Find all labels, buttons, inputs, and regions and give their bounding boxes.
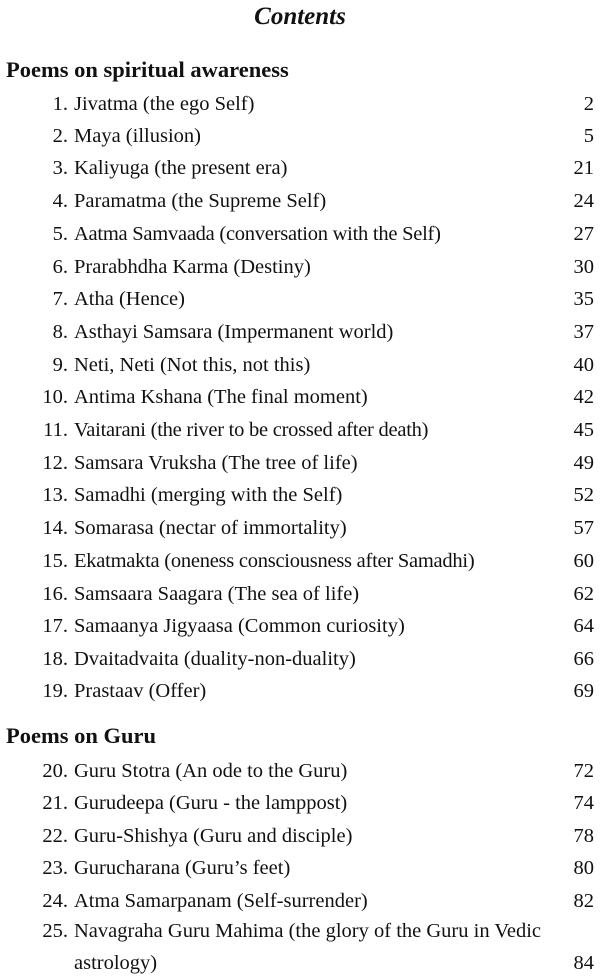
toc-entry[interactable] — [0, 88, 600, 120]
entry-page-number: 2 — [583, 93, 594, 115]
entry-number: 17. — [42, 615, 68, 637]
entry-number: 25. — [42, 920, 68, 942]
toc-entry[interactable] — [0, 381, 600, 413]
entry-page-number: 35 — [573, 288, 594, 310]
entry-page-number: 74 — [573, 792, 594, 814]
entry-number: 4. — [52, 190, 68, 212]
entry-title: Gurudeepa (Guru - the lamppost) — [74, 792, 348, 814]
entry-number: 14. — [42, 517, 68, 539]
entry-title: Atha (Hence) — [74, 288, 185, 310]
entry-page-number: 37 — [573, 321, 594, 343]
section-heading-spiritual-awareness: Poems on spiritual awareness — [6, 57, 289, 82]
entry-title: Samaanya Jigyaasa (Common curiosity) — [74, 615, 405, 637]
entry-number: 21. — [42, 792, 68, 814]
entry-page-number: 45 — [573, 419, 594, 441]
entry-title: Samsaara Saagara (The sea of life) — [74, 583, 360, 605]
entry-title: Kaliyuga (the present era) — [74, 157, 288, 179]
toc-entry[interactable] — [0, 545, 600, 577]
toc-entry[interactable] — [0, 787, 600, 819]
entry-title: Asthayi Samsara (Impermanent world) — [74, 321, 394, 343]
entry-title: Samadhi (merging with the Self) — [74, 484, 343, 506]
entry-number: 22. — [42, 825, 68, 847]
entry-title: Prastaav (Offer) — [74, 680, 207, 702]
toc-entry[interactable] — [0, 479, 600, 511]
toc-entry[interactable] — [0, 675, 600, 707]
entry-title: Aatma Samvaada (conversation with the Self) — [74, 223, 441, 245]
toc-entry[interactable] — [0, 643, 600, 675]
entry-number: 15. — [42, 550, 68, 572]
entry-page-number: 27 — [573, 223, 594, 245]
entry-number: 8. — [52, 321, 68, 343]
entry-page-number: 57 — [573, 517, 594, 539]
entry-number: 23. — [42, 857, 68, 879]
entry-number: 19. — [42, 680, 68, 702]
section-heading-guru: Poems on Guru — [6, 723, 157, 748]
toc-entry[interactable] — [0, 852, 600, 884]
entry-page-number: 42 — [573, 386, 594, 408]
entry-number: 1. — [52, 93, 68, 115]
entry-number: 2. — [52, 125, 68, 147]
entry-page-number: 30 — [573, 256, 594, 278]
toc-entry[interactable] — [0, 578, 600, 610]
entry-title: Guru-Shishya (Guru and disciple) — [74, 825, 353, 847]
toc-entry[interactable] — [0, 251, 600, 283]
toc-entry[interactable] — [0, 349, 600, 381]
entry-number: 13. — [42, 484, 68, 506]
entry-number: 7. — [52, 288, 68, 310]
entry-title: Navagraha Guru Mahima (the glory of the Guru in Vedic astrology) — [74, 920, 541, 974]
entry-number: 16. — [42, 583, 68, 605]
entry-number: 12. — [42, 452, 68, 474]
entry-title: Somarasa (nectar of immortality) — [74, 517, 347, 539]
entry-title: Antima Kshana (The final moment) — [74, 386, 368, 408]
page-title: Contents — [254, 3, 346, 30]
entry-page-number: 49 — [573, 452, 594, 474]
toc-entry[interactable] — [0, 218, 600, 250]
entry-page-number: 60 — [573, 550, 594, 572]
entry-number: 10. — [42, 386, 68, 408]
entry-page-number: 52 — [573, 484, 594, 506]
entry-title: Gurucharana (Guru’s feet) — [74, 857, 291, 879]
entry-number: 20. — [42, 760, 68, 782]
entry-page-number: 78 — [573, 825, 594, 847]
entry-page-number: 64 — [573, 615, 594, 637]
toc-entry[interactable] — [0, 447, 600, 479]
entry-title: Paramatma (the Supreme Self) — [74, 190, 327, 212]
entry-number: 11. — [43, 419, 68, 441]
entry-number: 3. — [52, 157, 68, 179]
toc-entry[interactable] — [0, 283, 600, 315]
toc-entry[interactable] — [0, 885, 600, 917]
toc-entry[interactable] — [0, 610, 600, 642]
entry-title: Dvaitadvaita (duality-non-duality) — [74, 648, 356, 670]
entry-title: Jivatma (the ego Self) — [74, 93, 255, 115]
entry-page-number: 24 — [573, 190, 594, 212]
toc-entry[interactable] — [0, 820, 600, 852]
entry-page-number: 21 — [573, 157, 594, 179]
entry-page-number: 62 — [573, 583, 594, 605]
entry-number: 9. — [52, 354, 68, 376]
entry-page-number: 84 — [573, 952, 594, 974]
entry-title: Ekatmakta (oneness consciousness after Samadhi) — [74, 550, 475, 572]
entry-title: Samsara Vruksha (The tree of life) — [74, 452, 358, 474]
entry-number: 6. — [52, 256, 68, 278]
entry-page-number: 66 — [573, 648, 594, 670]
toc-entry[interactable] — [0, 185, 600, 217]
entry-page-number: 82 — [573, 890, 594, 912]
toc-entry[interactable] — [0, 120, 600, 152]
toc-entry[interactable] — [0, 512, 600, 544]
entry-number: 18. — [42, 648, 68, 670]
entry-title: Atma Samarpanam (Self-surrender) — [74, 890, 368, 912]
entry-page-number: 69 — [573, 680, 594, 702]
toc-entry[interactable] — [0, 755, 600, 787]
entry-title: Prarabhdha Karma (Destiny) — [74, 256, 311, 278]
entry-number: 24. — [42, 890, 68, 912]
entry-title: Neti, Neti (Not this, not this) — [74, 354, 311, 376]
entry-page-number: 80 — [573, 857, 594, 879]
entry-page-number: 72 — [573, 760, 594, 782]
toc-entry[interactable] — [0, 152, 600, 184]
entry-number: 5. — [52, 223, 68, 245]
entry-title: Guru Stotra (An ode to the Guru) — [74, 760, 348, 782]
entry-title: Maya (illusion) — [74, 125, 201, 147]
toc-entry[interactable] — [0, 414, 600, 446]
toc-entry[interactable] — [0, 316, 600, 348]
entry-page-number: 40 — [573, 354, 594, 376]
entry-title: Vaitarani (the river to be crossed after death) — [74, 419, 429, 441]
toc-entry[interactable] — [0, 915, 600, 979]
entry-page-number: 5 — [583, 125, 594, 147]
